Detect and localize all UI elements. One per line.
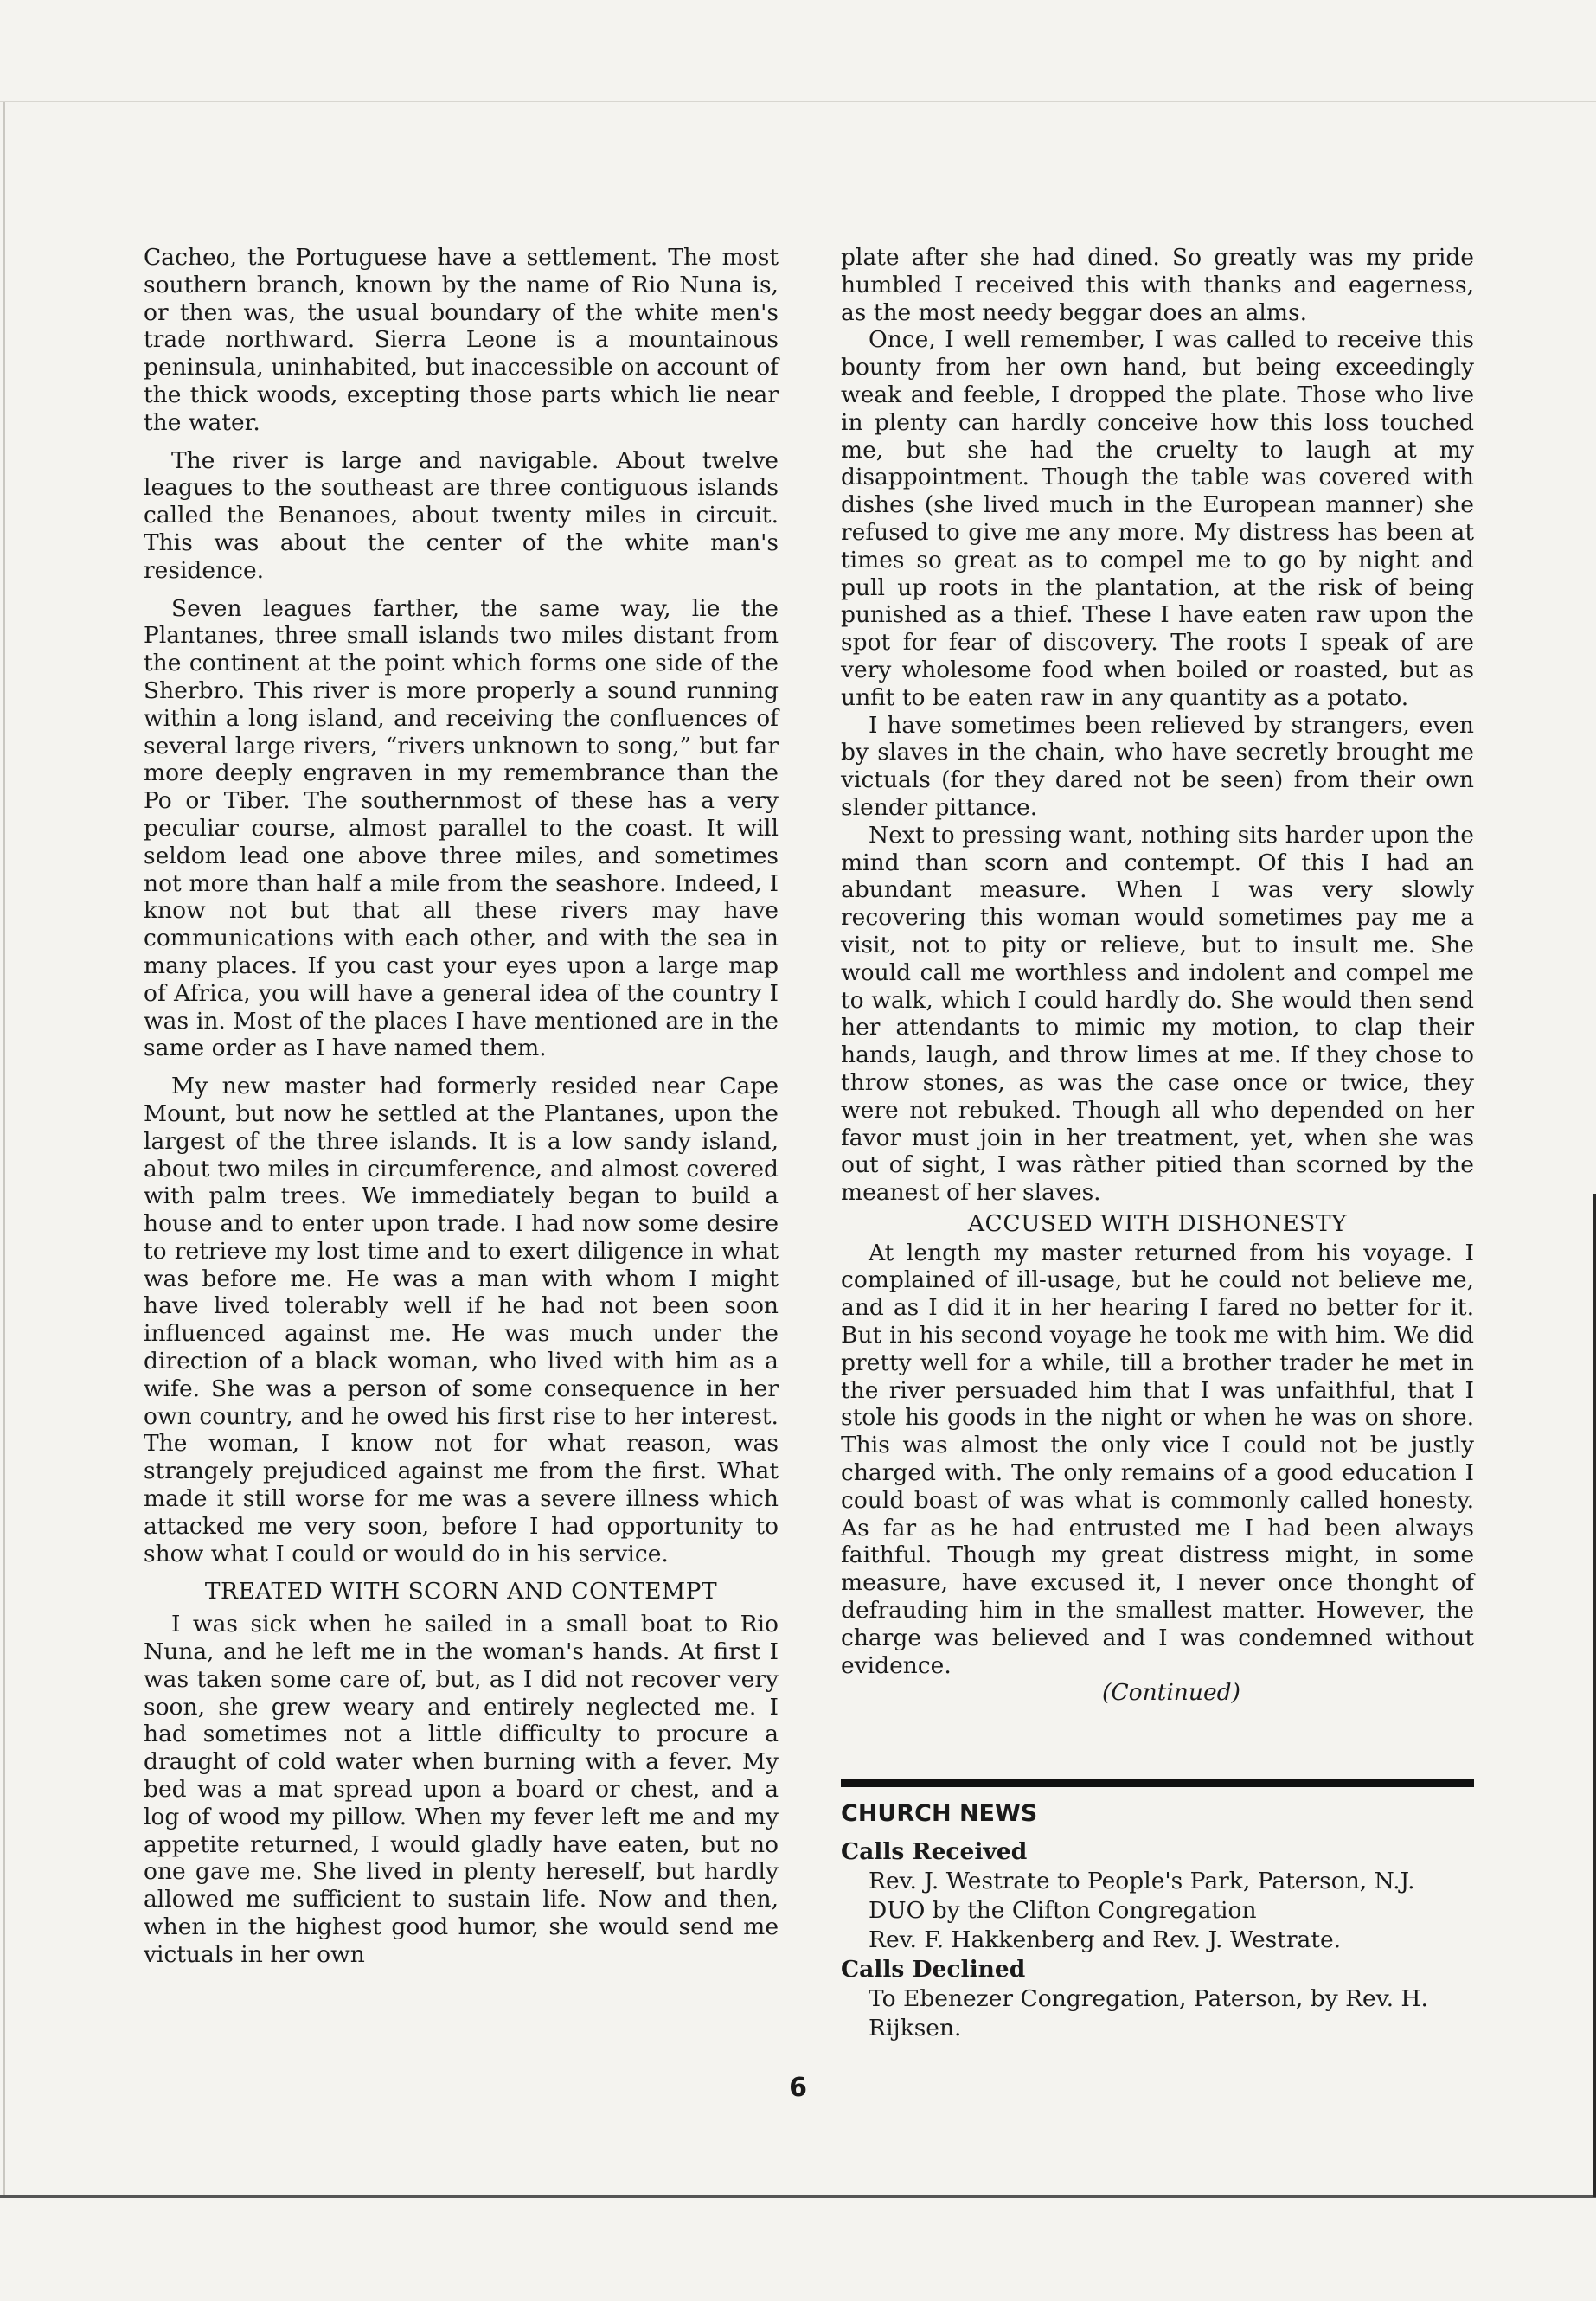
calls-declined-item: To Ebenezer Congregation, Paterson, by Rev. H. Rijksen. — [869, 1985, 1428, 2041]
right-paragraph-5: At length my master returned from his voyage. I complained of ill-usage, but he could not believe me, and as I did it in her hearing I fared no better for it. But in his second voyage he took me with him. We did pretty well for a while, till a brother trader he met in the river persuaded him that I was unfaithful, that I stole his goods in the night or when he was on shore. This was almost the only vice I could not be justly charged with. The only remains of a good education I could boast of was what is commonly called honesty. As far as he had entrusted me I had been always faithful. Though my great distress might, in some measure, have excused it, I never once thonght of defrauding him in the smallest matter. However, the charge was believed and I was condemned without evidence. — [841, 1239, 1474, 1679]
right-paragraph-1: plate after she had dined. So greatly was my pride humbled I received this with thanks and eagerness, as the most needy beggar does an alms. — [841, 244, 1474, 326]
left-paragraph-3: Seven leagues farther, the same way, lie the Plantanes, three small islands two miles distant from the continent at the point which forms one side of the Sherbro. This river is more properly a sound running within a long island, and receiving the confluences of several large rivers, “rivers unknown to song,” but far more deeply engraven in my remembrance than the Po or Tiber. The southernmost of these has a very peculiar course, almost parallel to the coast. It will seldom lead one above three miles, and sometimes not more than half a mile from the seashore. Indeed, I know not but that all these rivers may have communications with each other, and with the sea in many places. If you cast your eyes upon a large map of Africa, you will have a general idea of the country I was in. Most of the places I have mentioned are in the same order as I have named them. — [144, 594, 779, 1062]
page-number: 6 — [789, 2073, 807, 2103]
left-paragraph-1: Cacheo, the Portuguese have a settlement. The most southern branch, known by the name of Rio Nuna is, or then was, the usual boundary of the white men's trade northward. Sierra Leone is a mountainous peninsula, uninhabited, but inaccessible on account of the thick woods, excepting those parts which lie near the water. — [144, 244, 779, 436]
section-heading-scorn: TREATED WITH SCORN AND CONTEMPT — [204, 1578, 718, 1606]
calls-received-item: Rev. F. Hakkenberg and Rev. J. Westrate. — [869, 1926, 1342, 1953]
top-page-edge — [0, 101, 1596, 102]
church-news-title: CHURCH NEWS — [841, 1800, 1038, 1827]
calls-received-item: Rev. J. Westrate to People's Park, Paterson, N.J. — [869, 1868, 1415, 1894]
calls-received-item: DUO by the Clifton Congregation — [869, 1897, 1257, 1924]
right-paragraph-4: Next to pressing want, nothing sits harder upon the mind than scorn and contempt. Of this I had an abundant measure. When I was very slowly recovering this woman would sometimes pay me a visit, not to pity or relieve, but to insult me. She would call me worthless and indolent and compel me to walk, which I could hardly do. She would then send her attendants to mimic my motion, to clap their hands, laugh, and throw limes at me. If they chose to throw stones, as was the case once or twice, they were not rebuked. Though all who depended on her favor must join in her treatment, yet, when she was out of sight, I was ràther pitied than scorned by the meanest of her slaves. — [841, 821, 1474, 1207]
section-heading-dishonesty: ACCUSED WITH DISHONESTY — [967, 1209, 1348, 1237]
calls-received-label: Calls Received — [841, 1838, 1028, 1865]
left-page-edge — [3, 102, 5, 2195]
left-paragraph-2: The river is large and navigable. About twelve leagues to the southeast are three contiguous islands called the Benanoes, about twenty miles in circuit. This was about the center of the white man's residence. — [144, 446, 779, 584]
right-column — [841, 244, 1474, 1717]
left-column — [144, 244, 779, 1969]
church-news-section — [841, 1799, 1474, 2043]
church-news-divider — [841, 1779, 1474, 1787]
calls-declined-label: Calls Declined — [841, 1956, 1026, 1983]
left-paragraph-5: I was sick when he sailed in a small boat to Rio Nuna, and he left me in the woman's hands. At first I was taken some care of, but, as I did not recover very soon, she grew weary and entirely neglected me. I had sometimes not a little difficulty to procure a draught of cold water when burning with a fever. My bed was a mat spread upon a board or chest, and a log of wood my pillow. When my fever left me and my appetite returned, I would gladly have eaten, but no one gave me. She lived in plenty hereself, but hardly allowed me sufficient to sustain life. Now and then, when in the highest good humor, she would send me victuals in her own — [144, 1611, 779, 1968]
right-paragraph-2: Once, I well remember, I was called to receive this bounty from her own hand, but being exceedingly weak and feeble, I dropped the plate. Those who live in plenty can hardly conceive how this loss touched me, but she had the cruelty to laugh at my disappointment. Though the table was covered with dishes (she lived much in the European manner) she refused to give me any more. My distress has been at times so great as to compel me to go by night and pull up roots in the plantation, at the risk of being punished as a thief. These I have eaten raw upon the spot for fear of discovery. The roots I speak of are very wholesome food when boiled or roasted, but as unfit to be eaten raw in any quantity as a potato. — [841, 326, 1474, 711]
right-paragraph-3: I have sometimes been relieved by strangers, even by slaves in the chain, who have secretly brought me victuals (for they dared not be seen) from their own slender pittance. — [841, 711, 1474, 821]
continued-note: (Continued) — [1102, 1679, 1240, 1707]
left-paragraph-4: My new master had formerly resided near Cape Mount, but now he settled at the Plantanes, upon the largest of the three islands. It is a low sandy island, about two miles in circumference, and almost covered with palm trees. We immediately began to build a house and to enter upon trade. I had now some desire to retrieve my lost time and to exert diligence in what was before me. He was a man with whom I might have lived tolerably well if he had not been soon influenced against me. He was much under the direction of a black woman, who lived with him as a wife. She was a person of some consequence in her own country, and he owed his first rise to her interest. The woman, I know not for what reason, was strangely prejudiced against me from the first. What made it still worse for me was a severe illness which attacked me very soon, before I had opportunity to show what I could or would do in his service. — [144, 1073, 779, 1567]
bottom-page-edge — [0, 2195, 1596, 2198]
